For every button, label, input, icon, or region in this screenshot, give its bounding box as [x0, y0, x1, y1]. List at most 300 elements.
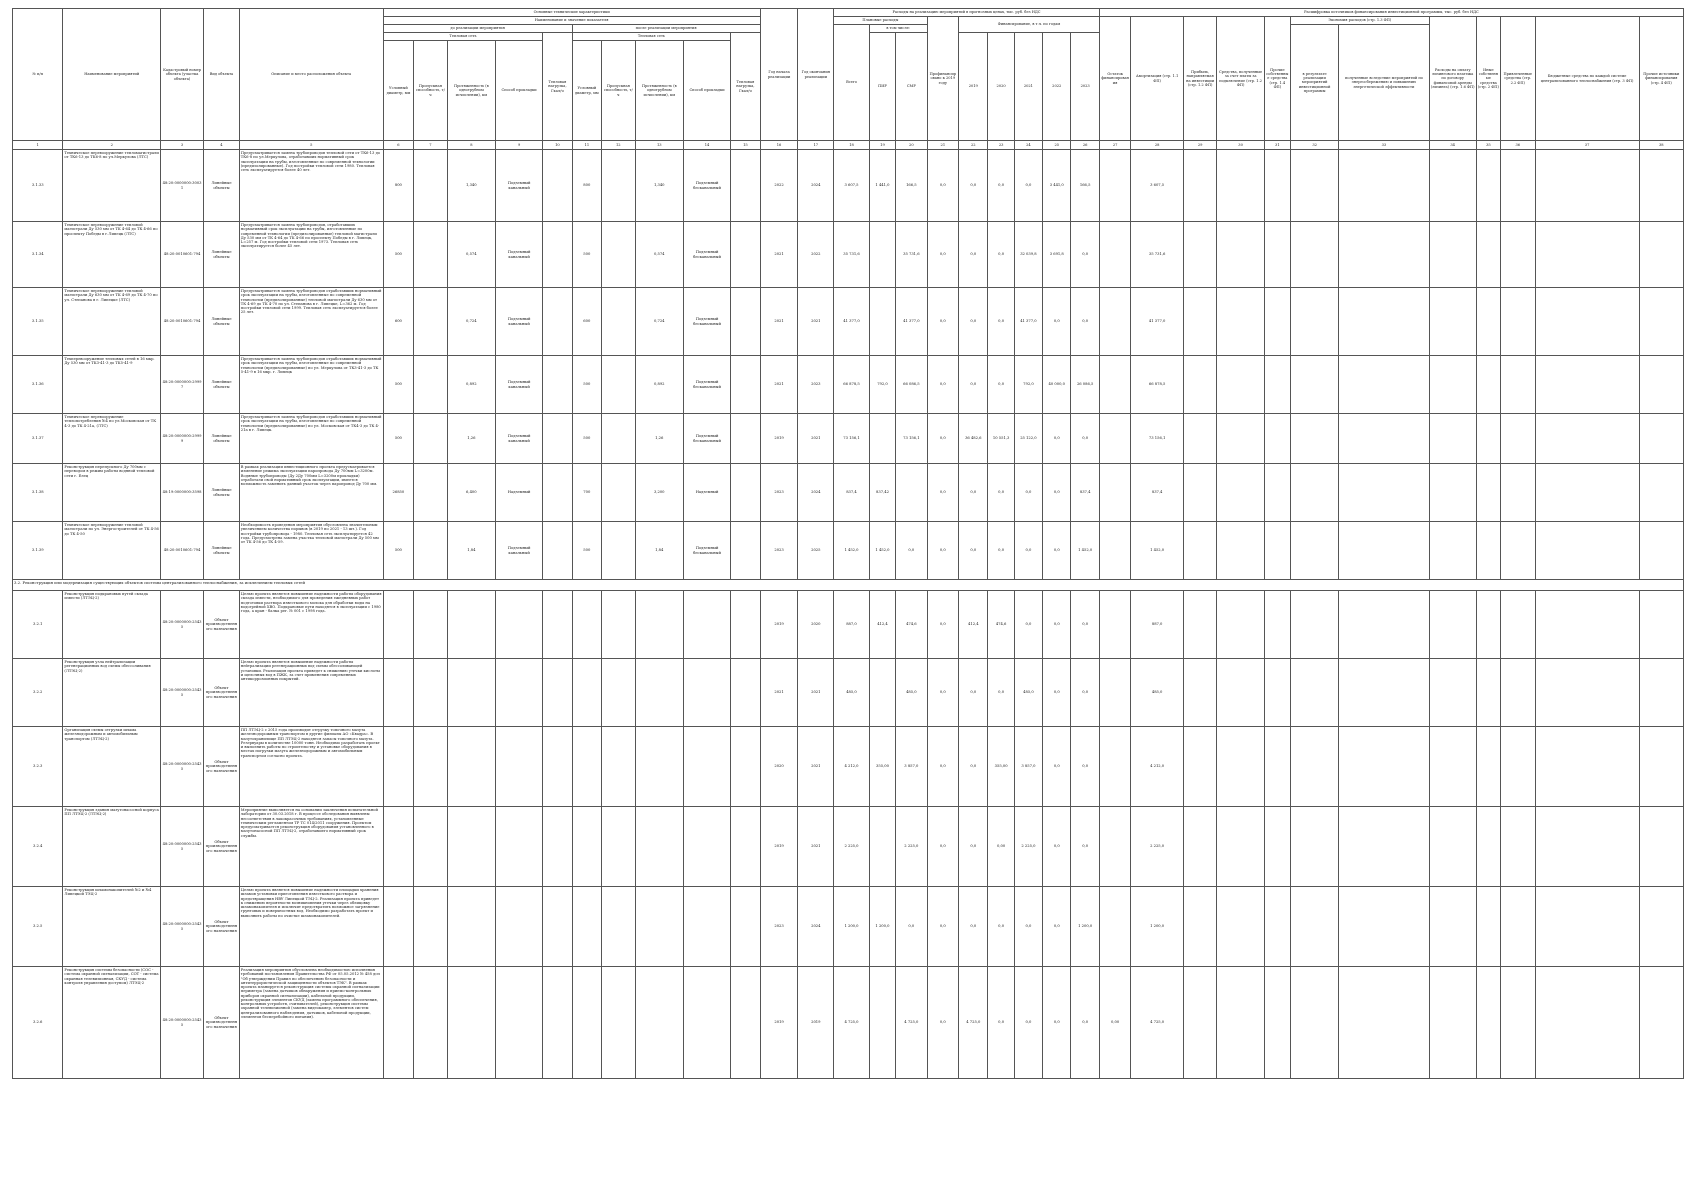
empty-cell — [1535, 464, 1639, 522]
value-f21: 32 039,8 — [1014, 222, 1042, 288]
empty-cell — [731, 591, 760, 659]
value-q2 — [731, 222, 760, 288]
value-f21: 0,0 — [1014, 967, 1042, 1079]
value-y1: 2019 — [760, 807, 798, 887]
col-header-28: Амортизация (стр. 1.1 ФП) — [1131, 17, 1184, 141]
value-y2: 2024 — [798, 887, 834, 967]
value-m1: Подземный канальный — [495, 150, 542, 222]
value-m2: Подземный бесканальный — [683, 522, 730, 580]
column-number: 9 — [495, 141, 542, 150]
value-rest — [1099, 727, 1131, 807]
empty-cell — [1639, 591, 1683, 659]
empty-cell — [1535, 522, 1639, 580]
value-am: 73 156,1 — [1131, 414, 1184, 464]
column-number: 6 — [383, 141, 413, 150]
value-f19: 0,0 — [959, 222, 988, 288]
value-f23: 0,0 — [1071, 807, 1099, 887]
empty-cell — [1339, 659, 1429, 727]
empty-cell — [1183, 887, 1217, 967]
empty-cell — [1217, 659, 1264, 727]
value-f20: 0,0 — [988, 659, 1014, 727]
empty-cell — [447, 967, 495, 1079]
col-header-27: Остаток финансирования — [1099, 17, 1131, 141]
value-pir — [869, 414, 895, 464]
empty-cell — [447, 591, 495, 659]
col-header-22: 2019 — [959, 33, 988, 141]
value-pre: 0,0 — [927, 288, 959, 356]
empty-cell — [383, 727, 413, 807]
col-header-21: Профинансировано к 2019 году — [927, 17, 959, 141]
value-y2: 2021 — [798, 807, 834, 887]
value-l1: 0,724 — [447, 288, 495, 356]
value-rest — [1099, 887, 1131, 967]
value-q2 — [731, 288, 760, 356]
empty-cell — [414, 887, 448, 967]
col-header-16: Год начала реализации — [760, 9, 798, 141]
value-pir — [869, 967, 895, 1079]
row-number: 3.1.36 — [13, 356, 63, 414]
value-p2 — [602, 464, 636, 522]
empty-cell — [1476, 464, 1500, 522]
value-rest — [1099, 807, 1131, 887]
column-number: 37 — [1535, 141, 1639, 150]
empty-cell — [1639, 356, 1683, 414]
cadastral-number: 48:20:0000000:25435 — [161, 659, 204, 727]
empty-cell — [1639, 727, 1683, 807]
value-f21: 25 122,0 — [1014, 414, 1042, 464]
empty-cell — [1535, 150, 1639, 222]
value-q1 — [543, 464, 572, 522]
col-header-20: СМР — [896, 33, 928, 141]
row-number: 3.1.35 — [13, 288, 63, 356]
value-y1: 2021 — [760, 222, 798, 288]
value-y1: 2019 — [760, 591, 798, 659]
value-f20: 474,6 — [988, 591, 1014, 659]
value-rest — [1099, 464, 1131, 522]
empty-cell — [1217, 222, 1264, 288]
empty-cell — [1429, 727, 1476, 807]
value-q2 — [731, 150, 760, 222]
row-number: 3.1.33 — [13, 150, 63, 222]
value-y2: 2021 — [798, 727, 834, 807]
row-number: 3.1.38 — [13, 464, 63, 522]
empty-cell — [683, 887, 730, 967]
table-row — [13, 150, 1684, 222]
value-y1: 2021 — [760, 659, 798, 727]
empty-cell — [1339, 727, 1429, 807]
column-numbers-row — [13, 141, 1684, 150]
empty-cell — [635, 967, 683, 1079]
object-description: Реализация мероприятия обусловлена необходимостью исполнения требований постановления Правительства РФ от 05.05.2012 № 458 дсп "Об утверждении Правил по обеспечению безопасности и антитеррористической защищенности объектов ТЭК". В рамках проекта планируется реконструкция системы охранной сигнализации периметра (замена датчиков обнаружения и приемо-контрольных приборов охранной сигнализации), кабельной продукции, реконструкция элементов СКУД (замена программного обеспечения, контрольных устройств, считывателей), реконструкция системы охранной телевизионной (замена видеокамер, элементов систем централизованного наблюдения, датчиков, кабельной продукции, элементов бесперебойного питания). — [239, 967, 383, 1079]
empty-cell — [1476, 150, 1500, 222]
sources-group-header: Расшифровка источников финансирования инвестиционной программы, тыс. руб. без НДС — [1099, 9, 1683, 17]
value-smr: 73 156,1 — [896, 414, 928, 464]
net-before-header: Тепловая сеть — [383, 33, 543, 41]
empty-cell — [572, 887, 601, 967]
empty-cell — [1264, 967, 1290, 1079]
value-pre: 0,0 — [927, 727, 959, 807]
empty-cell — [543, 659, 572, 727]
empty-cell — [1476, 591, 1500, 659]
column-number: 17 — [798, 141, 834, 150]
value-q1 — [543, 522, 572, 580]
column-number: 12 — [602, 141, 636, 150]
value-f19: 0,0 — [959, 659, 988, 727]
value-f23: 0,0 — [1071, 591, 1099, 659]
value-p1 — [414, 288, 448, 356]
empty-cell — [1264, 414, 1290, 464]
value-q1 — [543, 288, 572, 356]
value-smr: 0,0 — [896, 522, 928, 580]
empty-cell — [1264, 807, 1290, 887]
empty-cell — [1264, 222, 1290, 288]
empty-cell — [602, 727, 636, 807]
empty-cell — [1183, 807, 1217, 887]
empty-cell — [495, 967, 542, 1079]
col-header-18: Всего — [834, 25, 870, 141]
value-q1 — [543, 414, 572, 464]
table-row — [13, 356, 1684, 414]
value-pir — [869, 659, 895, 727]
col-header-33: полученные вследствие мероприятий по энергосбережению и повышению энергетической эффективности — [1339, 25, 1429, 141]
col-header-26: 2023 — [1071, 33, 1099, 141]
column-number: 19 — [869, 141, 895, 150]
empty-cell — [602, 967, 636, 1079]
empty-cell — [1639, 659, 1683, 727]
col-header-30: Средства, полученные за счет платы за подключение (стр. 1.2 ФП) — [1217, 17, 1264, 141]
table-body — [13, 141, 1684, 1079]
column-number: 31 — [1264, 141, 1290, 150]
value-p2 — [602, 522, 636, 580]
col-header-36: Привлеченные средства (стр. 2.2 ФП) — [1500, 17, 1535, 141]
value-f19: 0,0 — [959, 356, 988, 414]
value-tot: 41 377,0 — [834, 288, 870, 356]
value-tot: 1 452,0 — [834, 522, 870, 580]
empty-cell — [543, 591, 572, 659]
empty-cell — [602, 807, 636, 887]
section-title: 3.2. Реконструкция или модернизация существующих объектов системы централизованного теплоснабжения, за исключением тепловых сетей — [13, 580, 1684, 591]
value-p1 — [414, 414, 448, 464]
empty-cell — [683, 727, 730, 807]
net-after-header: Тепловая сеть — [572, 33, 731, 41]
value-tot: 73 156,1 — [834, 414, 870, 464]
col-header-17: Год окончания реализации — [798, 9, 834, 141]
value-f20: 0,0 — [988, 222, 1014, 288]
value-p1 — [414, 222, 448, 288]
column-number: 16 — [760, 141, 798, 150]
object-kind: Объект производственного назначения — [204, 727, 240, 807]
col-header-4: Вид объекта — [204, 9, 240, 141]
empty-cell — [1339, 356, 1429, 414]
cadastral-number: 48:20:0000000:25435 — [161, 967, 204, 1079]
empty-cell — [1290, 659, 1338, 727]
empty-cell — [1264, 659, 1290, 727]
value-tot: 887,0 — [834, 591, 870, 659]
value-p2 — [602, 222, 636, 288]
value-pre: 0,0 — [927, 967, 959, 1079]
value-am: 485,0 — [1131, 659, 1184, 727]
empty-cell — [414, 591, 448, 659]
empty-cell — [572, 591, 601, 659]
value-d1: 500 — [383, 414, 413, 464]
value-y2: 2025 — [798, 522, 834, 580]
col-header-7: Пропускная способность, т/ч — [414, 41, 448, 141]
empty-cell — [1264, 522, 1290, 580]
value-pre: 0,0 — [927, 414, 959, 464]
value-l1: 0,574 — [447, 222, 495, 288]
value-f22: 3 441,0 — [1043, 150, 1071, 222]
value-f23: 1 200,0 — [1071, 887, 1099, 967]
cadastral-number: 48:20:0000000:30031 — [161, 150, 204, 222]
empty-cell — [1183, 591, 1217, 659]
empty-cell — [1500, 887, 1535, 967]
empty-cell — [1217, 591, 1264, 659]
empty-cell — [495, 659, 542, 727]
empty-cell — [1217, 356, 1264, 414]
empty-cell — [1290, 222, 1338, 288]
measure-name: Техническое перевооружение тепловой магистрали по ул. Энергостроителей от ТК 4-56 до ТК 4-50 — [63, 522, 161, 580]
cadastral-number: 48:20:0000000:29997 — [161, 356, 204, 414]
empty-cell — [1535, 887, 1639, 967]
value-l1: 1,84 — [447, 522, 495, 580]
empty-cell — [1476, 727, 1500, 807]
empty-cell — [1500, 288, 1535, 356]
value-d1: 26850 — [383, 464, 413, 522]
plan-costs-header: Плановые расходы — [834, 17, 927, 25]
value-pir: 355,00 — [869, 727, 895, 807]
empty-cell — [1217, 967, 1264, 1079]
empty-cell — [1476, 522, 1500, 580]
empty-cell — [1476, 887, 1500, 967]
column-number: 3 — [161, 141, 204, 150]
col-header-5: Описание и место расположения объекта — [239, 9, 383, 141]
empty-cell — [1500, 356, 1535, 414]
empty-cell — [1339, 150, 1429, 222]
empty-cell — [1217, 464, 1264, 522]
cadastral-number: 48:20:0000000:25435 — [161, 887, 204, 967]
row-number: 3.1.39 — [13, 522, 63, 580]
empty-cell — [1183, 288, 1217, 356]
object-kind: Линейные объекты — [204, 356, 240, 414]
empty-cell — [1639, 288, 1683, 356]
value-f21: 0,0 — [1014, 464, 1042, 522]
empty-cell — [1290, 887, 1338, 967]
value-f20: 0,0 — [988, 967, 1014, 1079]
value-f23: 1 452,0 — [1071, 522, 1099, 580]
column-number: 32 — [1290, 141, 1338, 150]
empty-cell — [1183, 659, 1217, 727]
empty-cell — [683, 591, 730, 659]
empty-cell — [1535, 414, 1639, 464]
measure-name: Техническое перевооружение тепломагистрали от ТК6-13 до ТК6-8 по ул.Меркулова (ЛТС) — [63, 150, 161, 222]
value-f23: 0,0 — [1071, 659, 1099, 727]
empty-cell — [1639, 967, 1683, 1079]
measure-name: Реконструкция здания мазутонасосной корпуса ПП ЛТЭЦ-2 (ЛТЭЦ-2) — [63, 807, 161, 887]
empty-cell — [1183, 464, 1217, 522]
empty-cell — [1339, 288, 1429, 356]
empty-cell — [635, 807, 683, 887]
value-pre: 0,0 — [927, 887, 959, 967]
empty-cell — [1290, 356, 1338, 414]
empty-cell — [1339, 522, 1429, 580]
column-number: 33 — [1339, 141, 1429, 150]
table-row — [13, 659, 1684, 727]
column-number: 38 — [1639, 141, 1683, 150]
column-number: 14 — [683, 141, 730, 150]
value-am: 4 212,0 — [1131, 727, 1184, 807]
value-f21: 0,0 — [1014, 150, 1042, 222]
value-f19: 36 482,6 — [959, 414, 988, 464]
empty-cell — [1339, 887, 1429, 967]
empty-cell — [731, 659, 760, 727]
measure-name: Реконструкция подкрановых путей склада извести (ЛТЭЦ-2) — [63, 591, 161, 659]
column-number: 1 — [13, 141, 63, 150]
empty-cell — [1429, 967, 1476, 1079]
value-f22: 3 691,8 — [1043, 222, 1071, 288]
value-pir: 412,4 — [869, 591, 895, 659]
value-tot: 2 225,0 — [834, 807, 870, 887]
value-f19: 0,0 — [959, 807, 988, 887]
column-number: 10 — [543, 141, 572, 150]
value-smr: 2 225,0 — [896, 807, 928, 887]
col-header-38: Прочие источники финансирования (стр. 4 ФП) — [1639, 17, 1683, 141]
empty-cell — [1429, 222, 1476, 288]
column-number: 23 — [988, 141, 1014, 150]
empty-cell — [1264, 150, 1290, 222]
empty-cell — [414, 659, 448, 727]
value-f23: 0,0 — [1071, 222, 1099, 288]
column-number: 34 — [1429, 141, 1476, 150]
empty-cell — [383, 591, 413, 659]
value-f19: 0,0 — [959, 150, 988, 222]
value-f19: 0,0 — [959, 288, 988, 356]
empty-cell — [1264, 356, 1290, 414]
col-header-34: Расходы на оплату лизингового платежа по договору финансовой аренды (лизинга) (стр. 1.6 ФП) — [1429, 17, 1476, 141]
empty-cell — [1476, 288, 1500, 356]
object-description: Предусматривается замена трубопроводов отработавших нормативный срок эксплуатации на трубы, изготовленные по современной технологии (предизолированные) по ул. Московская от ТК4-3 до ТК 4-21а в г. Липецк. — [239, 414, 383, 464]
empty-cell — [602, 659, 636, 727]
empty-cell — [1476, 967, 1500, 1079]
column-number: 28 — [1131, 141, 1184, 150]
value-rest — [1099, 414, 1131, 464]
value-smr: 166,5 — [896, 150, 928, 222]
empty-cell — [731, 967, 760, 1079]
empty-cell — [1639, 887, 1683, 967]
empty-cell — [1500, 464, 1535, 522]
empty-cell — [1290, 150, 1338, 222]
value-f19: 412,4 — [959, 591, 988, 659]
value-m1: Подземный канальный — [495, 356, 542, 414]
value-rest — [1099, 522, 1131, 580]
measure-name: Реконструкция узла нейтрализации регенерационных вод схемы обессоливания (ЛТЭЦ-2) — [63, 659, 161, 727]
value-y2: 2022 — [798, 222, 834, 288]
value-y2: 2020 — [798, 591, 834, 659]
value-am: 3 607,5 — [1131, 150, 1184, 222]
empty-cell — [1500, 807, 1535, 887]
value-pre: 0,0 — [927, 591, 959, 659]
value-f21: 2 225,0 — [1014, 807, 1042, 887]
value-m1: Подземный канальный — [495, 414, 542, 464]
empty-cell — [683, 967, 730, 1079]
empty-cell — [572, 967, 601, 1079]
after-header: после реализации мероприятия — [572, 25, 760, 33]
value-am: 2 225,0 — [1131, 807, 1184, 887]
empty-cell — [602, 591, 636, 659]
empty-cell — [414, 967, 448, 1079]
col-header-37: Бюджетные средства по каждой системе централизованного теплоснабжения (стр. 3 ФП) — [1535, 17, 1639, 141]
value-l2: 1,84 — [635, 522, 683, 580]
value-am: 1 200,0 — [1131, 887, 1184, 967]
table-row — [13, 464, 1684, 522]
value-y2: 2021 — [798, 659, 834, 727]
empty-cell — [1217, 887, 1264, 967]
empty-cell — [1639, 807, 1683, 887]
value-d2: 800 — [572, 150, 601, 222]
value-f23: 0,0 — [1071, 414, 1099, 464]
row-number: 3.2.1 — [13, 591, 63, 659]
value-y1: 2019 — [760, 414, 798, 464]
row-number: 3.2.3 — [13, 727, 63, 807]
col-header-19: ПИР — [869, 33, 895, 141]
empty-cell — [1183, 967, 1217, 1079]
object-description: Целью проекта является повышение надежности работы оборудования склада извести, необходимого для проведения ежедневных работ подготовки раствора известкового молока для обработки воды на водогрейной ХВО. Подкрановые пути находятся в эксплуатации с 1980 года, а кран - балка рег. № 001 с 1998 года. — [239, 591, 383, 659]
empty-cell — [1639, 150, 1683, 222]
value-f23: 26 086,5 — [1071, 356, 1099, 414]
empty-cell — [1339, 807, 1429, 887]
value-y2: 2021 — [798, 288, 834, 356]
value-pre: 0,0 — [927, 659, 959, 727]
value-l1: 0,892 — [447, 356, 495, 414]
value-d2: 600 — [572, 288, 601, 356]
value-tot: 66 878,5 — [834, 356, 870, 414]
row-number: 3.2.6 — [13, 967, 63, 1079]
empty-cell — [414, 807, 448, 887]
value-f20: 10 551,3 — [988, 414, 1014, 464]
value-pre: 0,0 — [927, 222, 959, 288]
empty-cell — [495, 727, 542, 807]
column-number: 11 — [572, 141, 601, 150]
empty-cell — [1429, 807, 1476, 887]
table-row — [13, 727, 1684, 807]
col-header-3: Кадастровый номер объекта (участка объекта) — [161, 9, 204, 141]
column-number: 22 — [959, 141, 988, 150]
column-number: 29 — [1183, 141, 1217, 150]
value-am: 4 725,0 — [1131, 967, 1184, 1079]
object-description: Предусматривается замена трубопроводов отработавших нормативный срок эксплуатации на трубы, изготовленные по современной технологии (предизолированные) тепловой магистрали Ду 630 мм от ТК 4-69 до ТК 4-70 по ул. Степанова в г. Липецке, L=362 м. Год постройки тепловой сети 1999. Тепловая сеть эксплуатируется более 25 лет. — [239, 288, 383, 356]
investment-program-table — [12, 8, 1684, 1079]
column-number: 13 — [635, 141, 683, 150]
value-y2: 2019 — [798, 967, 834, 1079]
value-pre: 0,0 — [927, 150, 959, 222]
empty-cell — [1476, 222, 1500, 288]
empty-cell — [1429, 288, 1476, 356]
col-header-32: в результате реализации мероприятий инвестиционной программы — [1290, 25, 1338, 141]
value-y1: 2021 — [760, 288, 798, 356]
value-pre: 0,0 — [927, 464, 959, 522]
value-rest — [1099, 356, 1131, 414]
tech-group-header: Основные технические характеристики — [383, 9, 760, 17]
empty-cell — [1217, 727, 1264, 807]
value-tot: 3 607,5 — [834, 150, 870, 222]
column-number: 2 — [63, 141, 161, 150]
value-y1: 2021 — [760, 356, 798, 414]
value-f19: 0,0 — [959, 727, 988, 807]
value-m2: Подземный бесканальный — [683, 150, 730, 222]
empty-cell — [1429, 414, 1476, 464]
value-smr: 3 857,0 — [896, 727, 928, 807]
value-m1: Надземный — [495, 464, 542, 522]
empty-cell — [1429, 887, 1476, 967]
